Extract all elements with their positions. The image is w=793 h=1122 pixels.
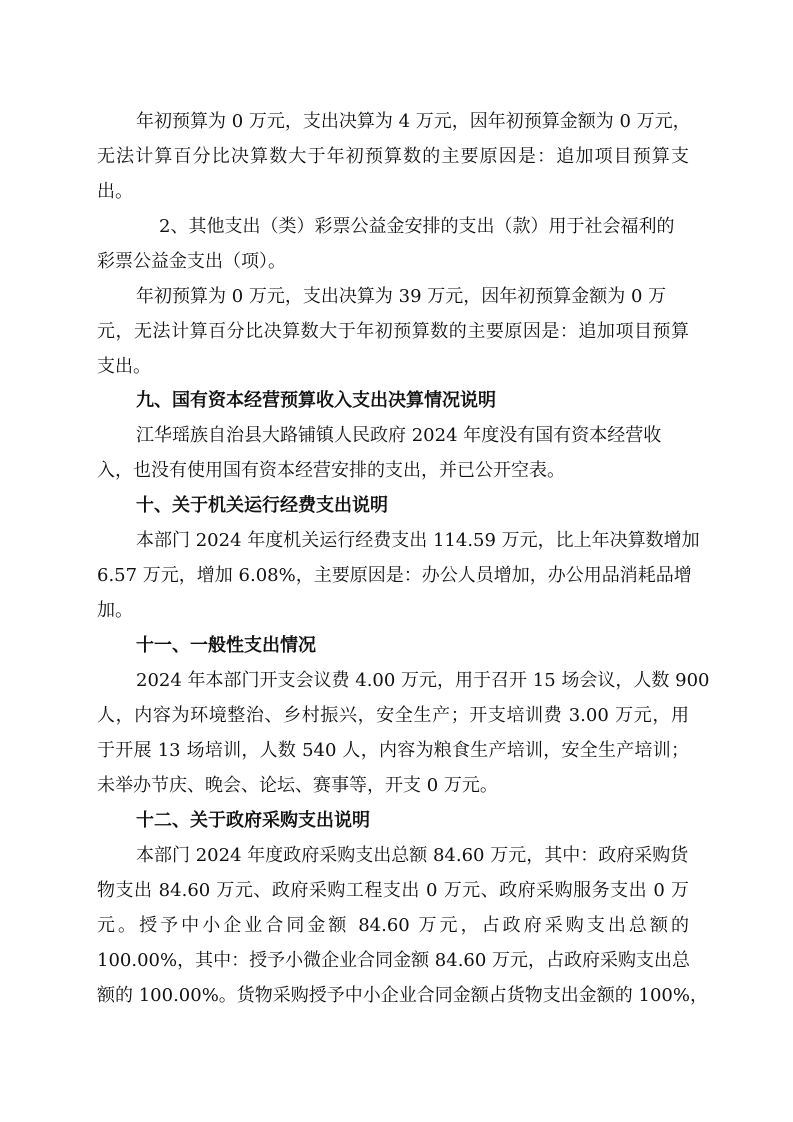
paragraph-line: 2024 年本部门开支会议费 4.00 万元，用于召开 15 场会议，人数 900	[136, 670, 710, 691]
paragraph-line: 入，也没有使用国有资本经营安排的支出，并已公开空表。	[97, 460, 565, 481]
paragraph-line: 出。	[97, 181, 133, 202]
paragraph-line: 加。	[97, 600, 133, 621]
paragraph-line: 元。授予中小企业合同金额 84.60 万元，占政府采购支出总额的	[97, 915, 689, 936]
paragraph-line: 本部门 2024 年度政府采购支出总额 84.60 万元，其中：政府采购货	[136, 845, 689, 866]
section-heading: 十一、一般性支出情况	[136, 635, 316, 656]
paragraph-line: 于开展 13 场培训，人数 540 人，内容为粮食生产培训，安全生产培训；	[97, 740, 689, 761]
paragraph-line: 彩票公益金支出（项）。	[97, 251, 286, 272]
section-heading: 十二、关于政府采购支出说明	[136, 810, 370, 831]
paragraph-line: 无法计算百分比决算数大于年初预算数的主要原因是：追加项目预算支	[97, 146, 689, 167]
paragraph-line: 年初预算为 0 万元，支出决算为 39 万元，因年初预算金额为 0 万	[136, 286, 667, 307]
paragraph-line: 物支出 84.60 万元、政府采购工程支出 0 万元、政府采购服务支出 0 万	[97, 880, 689, 901]
paragraph-line: 年初预算为 0 万元，支出决算为 4 万元，因年初预算金额为 0 万元，	[136, 111, 691, 132]
paragraph-line: 人，内容为环境整治、乡村振兴，安全生产；开支培训费 3.00 万元，用	[97, 705, 689, 726]
paragraph-line: 未举办节庆、晚会、论坛、赛事等，开支 0 万元。	[97, 775, 498, 796]
paragraph-line: 100.00%，其中：授予小微企业合同金额 84.60 万元，占政府采购支出总	[97, 950, 691, 971]
paragraph-line: 本部门 2024 年度机关运行经费支出 114.59 万元，比上年决算数增加	[136, 530, 700, 551]
paragraph-line: 江华瑶族自治县大路铺镇人民政府 2024 年度没有国有资本经营收	[136, 425, 662, 446]
paragraph-line: 支出。	[97, 356, 151, 377]
paragraph-line: 2、其他支出（类）彩票公益金安排的支出（款）用于社会福利的	[159, 216, 675, 237]
paragraph-line: 额的 100.00%。货物采购授予中小企业合同金额占货物支出金额的 100%，	[97, 985, 708, 1006]
section-heading: 九、国有资本经营预算收入支出决算情况说明	[136, 390, 496, 411]
paragraph-line: 元，无法计算百分比决算数大于年初预算数的主要原因是：追加项目预算	[97, 321, 689, 342]
section-heading: 十、关于机关运行经费支出说明	[136, 495, 388, 516]
paragraph-line: 6.57 万元，增加 6.08%，主要原因是：办公人员增加，办公用品消耗品增	[97, 565, 692, 586]
